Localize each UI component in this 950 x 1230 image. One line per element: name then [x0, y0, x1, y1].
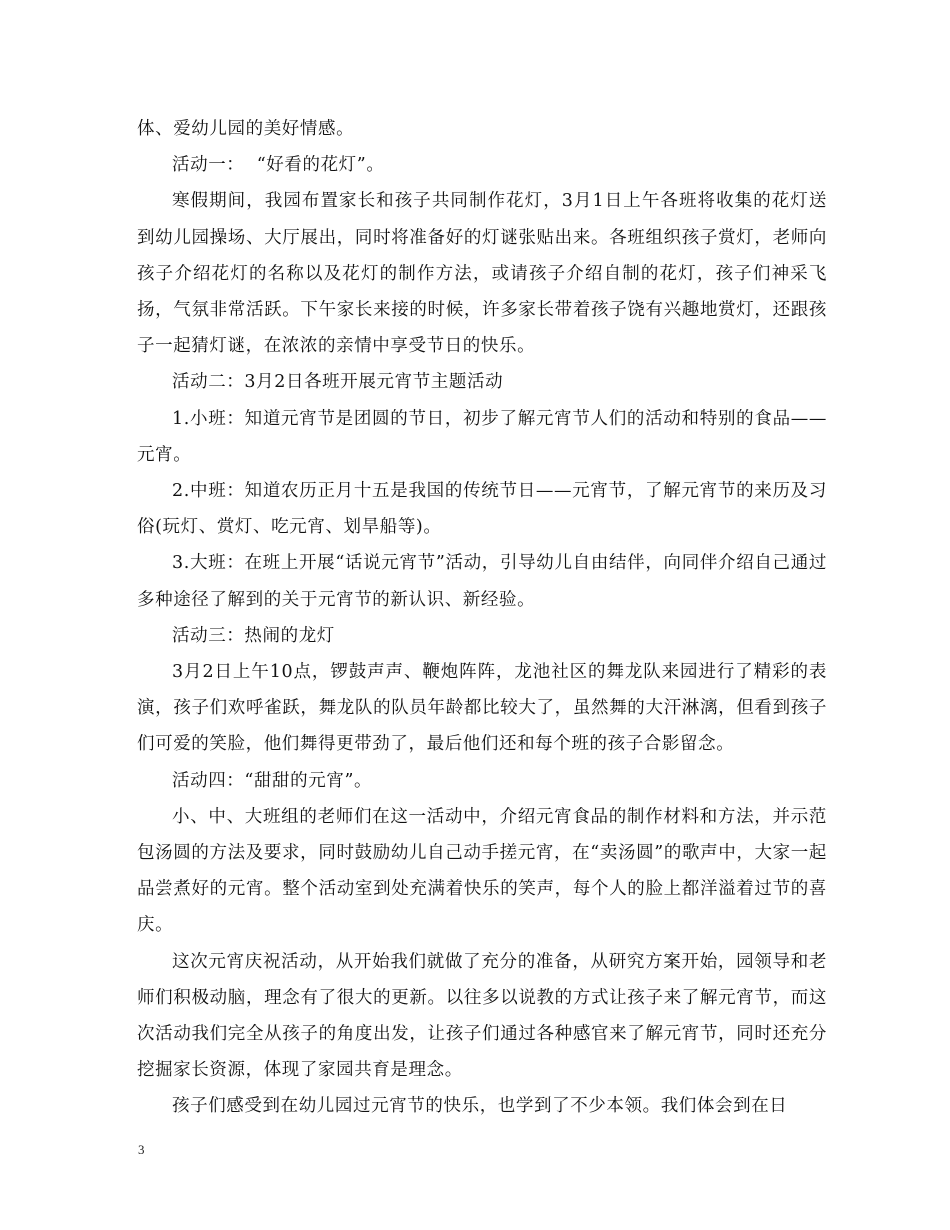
- list-item-small-class: 1.小班：知道元宵节是团圆的节日，初步了解元宵节人们的活动和特别的食品——元宵。: [137, 408, 827, 465]
- list-item-big-class: 3.大班：在班上开展“话说元宵节”活动，引导幼儿自由结伴，向同伴介绍自己通过多种途径了解到的关于元宵节的新认识、新经验。: [137, 553, 827, 610]
- activity-one-heading: 活动一： “好看的花灯”。: [172, 155, 385, 176]
- list-item-middle-class: 2.中班：知道农历正月十五是我国的传统节日——元宵节，了解元宵节的来历及习俗(玩灯、赏灯、吃元宵、划旱船等)。: [137, 481, 827, 538]
- paragraph: 孩子们感受到在幼儿园过元宵节的快乐，也学到了不少本领。我们体会到在日: [172, 1096, 788, 1117]
- page-number: 3: [138, 1142, 145, 1157]
- paragraph: 3月2日上午10点，锣鼓声声、鞭炮阵阵，龙池社区的舞龙队来园进行了精彩的表演，孩子们欢呼雀跃，舞龙队的队员年龄都比较大了，虽然舞的大汗淋漓，但看到孩子们可爱的笑脸，他们舞得更带劲了，最后他们还和每个班的孩子合影留念。: [137, 662, 827, 755]
- paragraph: 寒假期间，我园布置家长和孩子共同制作花灯，3月1日上午各班将收集的花灯送到幼儿园操场、大厅展出，同时将准备好的灯谜张贴出来。各班组织孩子赏灯，老师向孩子介绍花灯的名称以及花灯的制作方法，或请孩子介绍自制的花灯，孩子们神采飞扬，气氛非常活跃。下午家长来接的时候，许多家长带着孩子饶有兴趣地赏灯，还跟孩子一起猜灯谜，在浓浓的亲情中享受节日的快乐。: [137, 191, 827, 357]
- activity-three-heading: 活动三：热闹的龙灯: [172, 625, 335, 646]
- activity-four-heading: 活动四：“甜甜的元宵”。: [172, 770, 373, 791]
- paragraph: 体、爱幼儿园的美好情感。: [137, 119, 355, 139]
- paragraph: 小、中、大班组的老师们在这一活动中，介绍元宵食品的制作材料和方法，并示范包汤圆的方法及要求，同时鼓励幼儿自己动手搓元宵，在“卖汤圆”的歌声中，大家一起品尝煮好的元宵。整个活动室到处充满着快乐的笑声，每个人的脸上都洋溢着过节的喜庆。: [137, 806, 827, 936]
- activity-two-heading: 活动二：3月2日各班开展元宵节主题活动: [172, 372, 504, 393]
- paragraph: 这次元宵庆祝活动，从开始我们就做了充分的准备，从研究方案开始，园领导和老师们积极动脑，理念有了很大的更新。以往多以说教的方式让孩子来了解元宵节，而这次活动我们完全从孩子的角度出发，让孩子们通过各种感官来了解元宵节，同时还充分挖掘家长资源，体现了家园共育是理念。: [137, 951, 827, 1081]
- document-body: [137, 111, 827, 1125]
